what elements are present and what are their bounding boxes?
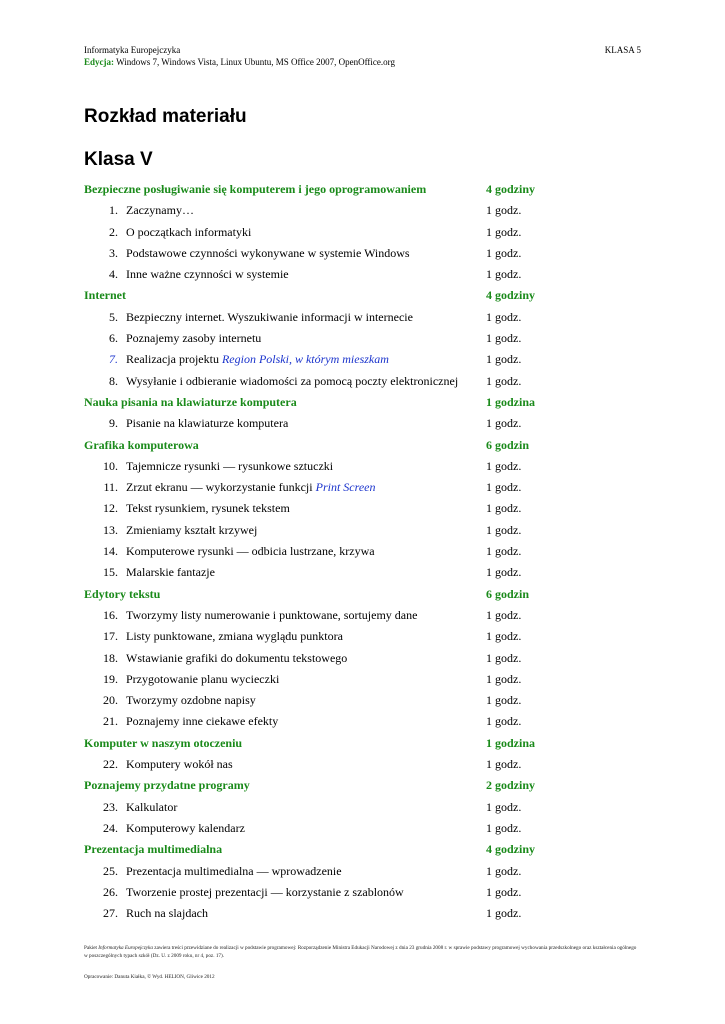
lesson-number: 20. <box>103 693 118 708</box>
hours-value: 1 godz. <box>486 884 522 899</box>
title-text: Internet <box>84 288 126 303</box>
lesson-row <box>84 605 544 626</box>
title-text: Komputer w naszym otoczeniu <box>84 735 243 750</box>
section-title <box>84 285 126 306</box>
lesson-row <box>84 477 544 498</box>
title-italic-text: Region Polski, w którym mieszkam <box>221 352 389 367</box>
footer-text-after: zawiera treści przewidziane do realizacji w podstawie programowej: Rozporządzenie Ministra Edukacji Narodowej z dnia 23 grudnia 2008 r. w sprawie podstawy programowej wychowania przedszkolnego oraz kształcenia ogólnego w poszczególnych typach szkół (Dz. U. z 2009 roku, nr 4, poz. 17). <box>84 945 637 959</box>
lesson-row <box>84 200 544 221</box>
lesson-row <box>84 413 544 434</box>
lesson-row <box>84 371 544 392</box>
title-text: Malarskie fantazje <box>126 565 215 580</box>
section-title <box>84 392 297 413</box>
lesson-row <box>84 626 544 647</box>
hours-value: 1 godz. <box>486 522 522 537</box>
edition-line <box>84 56 395 68</box>
hours-value: 1 godz. <box>486 799 522 814</box>
title-text: Tekst rysunkiem, rysunek tekstem <box>126 501 290 516</box>
title-text: Ruch na slajdach <box>126 906 208 921</box>
section-title <box>84 839 222 860</box>
lesson-number: 27. <box>103 906 118 921</box>
lesson-number: 6. <box>109 331 118 346</box>
hours-value: 1 godz. <box>486 863 522 878</box>
section-row <box>84 435 544 456</box>
hours-value: 1 godz. <box>486 714 522 729</box>
class-label: KLASA 5 <box>604 45 641 55</box>
lesson-title <box>126 861 342 882</box>
lesson-number: 2. <box>109 224 118 239</box>
hours-value: 1 godz. <box>486 629 522 644</box>
footer-text-italic: Informatyka Europejczyka <box>98 945 153 951</box>
section-row <box>84 839 544 860</box>
lesson-row <box>84 648 544 669</box>
lesson-title <box>126 797 177 818</box>
hours-value: 1 godz. <box>486 693 522 708</box>
lesson-row <box>84 328 544 349</box>
lesson-number: 14. <box>103 544 118 559</box>
title-text: Wstawianie grafiki do dokumentu tekstowego <box>126 650 348 665</box>
title-text: Przygotowanie planu wycieczki <box>126 671 280 686</box>
lesson-number: 15. <box>103 565 118 580</box>
lesson-row <box>84 264 544 285</box>
lesson-title <box>126 371 458 392</box>
lesson-row <box>84 541 544 562</box>
lesson-title <box>126 413 288 434</box>
lesson-number: 22. <box>103 757 118 772</box>
title-text: Zrzut ekranu — wykorzystanie funkcji <box>126 480 316 495</box>
title-text: Komputerowe rysunki — odbicia lustrzane, krzywa <box>126 544 375 559</box>
hours-value: 6 godzin <box>486 586 530 601</box>
title-text: Poznajemy zasoby internetu <box>126 331 262 346</box>
hours-value: 1 godz. <box>486 607 522 622</box>
lesson-row <box>84 754 544 775</box>
title-text: Wysyłanie i odbieranie wiadomości za pomocą poczty elektronicznej <box>126 373 459 388</box>
title-text: O początkach informatyki <box>126 224 252 239</box>
title-text: Listy punktowane, zmiana wyglądu punktora <box>126 629 343 644</box>
title-text: Podstawowe czynności wykonywane w systemie Windows <box>126 245 410 260</box>
lesson-title <box>126 690 256 711</box>
lesson-number: 18. <box>103 650 118 665</box>
lesson-row <box>84 562 544 583</box>
lesson-row <box>84 456 544 477</box>
hours-value: 1 godz. <box>486 906 522 921</box>
lesson-row <box>84 797 544 818</box>
footer-credits: Opracowanie: Danuta Kiałka, © Wyd. HELION, Gliwice 2012 <box>84 974 215 980</box>
publisher-name: Informatyka Europejczyka <box>84 45 181 55</box>
hours-value: 4 godziny <box>486 842 536 857</box>
page-title: Rozkład materiału <box>84 106 247 127</box>
lesson-title <box>126 328 261 349</box>
hours-value: 1 godz. <box>486 480 522 495</box>
hours-value: 1 godz. <box>486 245 522 260</box>
lesson-title <box>126 477 375 498</box>
hours-value: 1 godz. <box>486 544 522 559</box>
title-text: Bezpieczne posługiwanie się komputerem i jego oprogramowaniem <box>84 182 427 196</box>
hours-value: 1 godz. <box>486 267 522 282</box>
page-header <box>84 44 641 68</box>
lesson-row <box>84 307 544 328</box>
edition-label: Edycja: <box>84 57 114 67</box>
hours-value: 1 godz. <box>486 224 522 239</box>
lesson-row <box>84 903 544 924</box>
lesson-title <box>126 669 279 690</box>
hours-value: 1 godz. <box>486 203 522 218</box>
section-row <box>84 733 544 754</box>
title-text: Komputerowy kalendarz <box>126 820 245 835</box>
lesson-row <box>84 520 544 541</box>
title-text: Nauka pisania na klawiaturze komputera <box>84 394 297 409</box>
lesson-number: 17. <box>103 629 118 644</box>
title-text: Tworzymy ozdobne napisy <box>126 693 256 708</box>
hours-value: 4 godziny <box>486 182 536 196</box>
section-title <box>84 775 250 796</box>
lesson-title <box>126 264 289 285</box>
hours-value: 1 godzina <box>486 735 536 750</box>
lesson-number: 9. <box>109 416 118 431</box>
lesson-row <box>84 243 544 264</box>
section-title <box>84 179 426 200</box>
lesson-row <box>84 690 544 711</box>
lesson-row <box>84 498 544 519</box>
title-text: Komputery wokół nas <box>126 757 233 772</box>
hours-value: 1 godz. <box>486 650 522 665</box>
lesson-row <box>84 861 544 882</box>
section-row <box>84 285 544 306</box>
lesson-number: 10. <box>103 458 118 473</box>
lesson-number: 8. <box>109 373 118 388</box>
lesson-title <box>126 605 417 626</box>
lesson-title <box>126 648 347 669</box>
lesson-title <box>126 456 333 477</box>
hours-value: 1 godz. <box>486 309 522 324</box>
title-text: Poznajemy inne ciekawe efekty <box>126 714 279 729</box>
hours-value: 1 godz. <box>486 416 522 431</box>
title-text: Realizacja projektu <box>126 352 222 367</box>
lesson-number: 13. <box>103 522 118 537</box>
section-row <box>84 179 544 200</box>
lesson-number: 24. <box>103 820 118 835</box>
lesson-title <box>126 562 215 583</box>
lesson-row <box>84 818 544 839</box>
hours-value: 1 godz. <box>486 820 522 835</box>
hours-value: 1 godz. <box>486 331 522 346</box>
title-text: Tajemnicze rysunki — rysunkowe sztuczki <box>126 458 334 473</box>
section-row <box>84 584 544 605</box>
title-text: Inne ważne czynności w systemie <box>126 267 289 282</box>
title-text: Prezentacja multimedialna — wprowadzenie <box>126 863 342 878</box>
title-text: Poznajemy przydatne programy <box>84 778 250 793</box>
hours-value: 1 godz. <box>486 671 522 686</box>
hours-value: 1 godz. <box>486 373 522 388</box>
lesson-row <box>84 222 544 243</box>
title-text: Bezpieczny internet. Wyszukiwanie informacji w internecie <box>126 309 413 324</box>
hours-value: 4 godziny <box>486 288 536 303</box>
lesson-title <box>126 349 389 370</box>
footer-text-before: Pakiet <box>84 945 99 951</box>
lesson-title <box>126 307 413 328</box>
lesson-row <box>84 711 544 732</box>
title-text: Grafika komputerowa <box>84 437 199 452</box>
lesson-number: 21. <box>103 714 118 729</box>
lesson-title <box>126 498 290 519</box>
title-italic-text: Print Screen <box>315 480 376 495</box>
lesson-title <box>126 200 194 221</box>
lesson-number: 16. <box>103 607 118 622</box>
lesson-title <box>126 882 404 903</box>
lesson-row <box>84 669 544 690</box>
lesson-number: 1. <box>109 203 118 218</box>
lesson-number: 5. <box>109 309 118 324</box>
lesson-number: 26. <box>103 884 118 899</box>
lesson-title <box>126 222 251 243</box>
lesson-number: 25. <box>103 863 118 878</box>
lesson-number: 23. <box>103 799 118 814</box>
section-title <box>84 584 160 605</box>
section-row <box>84 392 544 413</box>
hours-value: 1 godzina <box>486 394 536 409</box>
section-row <box>84 775 544 796</box>
title-text: Zmieniamy kształt krzywej <box>126 522 258 537</box>
lesson-title <box>126 903 208 924</box>
title-text: Pisanie na klawiaturze komputera <box>126 416 289 431</box>
lesson-number: 12. <box>103 501 118 516</box>
class-title: Klasa V <box>84 149 153 170</box>
lesson-number: 19. <box>103 671 118 686</box>
lesson-title <box>126 541 375 562</box>
hours-value: 6 godzin <box>486 437 530 452</box>
section-title <box>84 435 199 456</box>
hours-value: 1 godz. <box>486 757 522 772</box>
lesson-title <box>126 520 257 541</box>
lesson-number: 11. <box>103 480 118 495</box>
lesson-title <box>126 754 233 775</box>
lesson-title <box>126 626 343 647</box>
lesson-number: 7. <box>109 352 118 367</box>
section-title <box>84 733 242 754</box>
hours-value: 1 godz. <box>486 352 522 367</box>
title-text: Zaczynamy… <box>126 203 194 218</box>
lesson-number: 3. <box>109 245 118 260</box>
title-text: Prezentacja multimedialna <box>84 842 223 857</box>
title-text: Edytory tekstu <box>84 586 161 601</box>
hours-value: 2 godziny <box>486 778 536 793</box>
title-text: Tworzymy listy numerowanie i punktowane, sortujemy dane <box>126 607 418 622</box>
lesson-row <box>84 882 544 903</box>
lesson-number: 4. <box>109 267 118 282</box>
title-text: Kalkulator <box>126 799 178 814</box>
title-text: Tworzenie prostej prezentacji — korzystanie z szablonów <box>126 884 404 899</box>
lesson-title <box>126 818 245 839</box>
header-left <box>84 44 395 68</box>
hours-value: 1 godz. <box>486 565 522 580</box>
lesson-title <box>126 243 410 264</box>
footer-note <box>84 945 641 960</box>
hours-value: 1 godz. <box>486 501 522 516</box>
lesson-row <box>84 349 544 370</box>
hours-value: 1 godz. <box>486 458 522 473</box>
curriculum-table <box>84 179 544 924</box>
edition-value: Windows 7, Windows Vista, Linux Ubuntu, MS Office 2007, OpenOffice.org <box>114 57 395 67</box>
lesson-title <box>126 711 278 732</box>
